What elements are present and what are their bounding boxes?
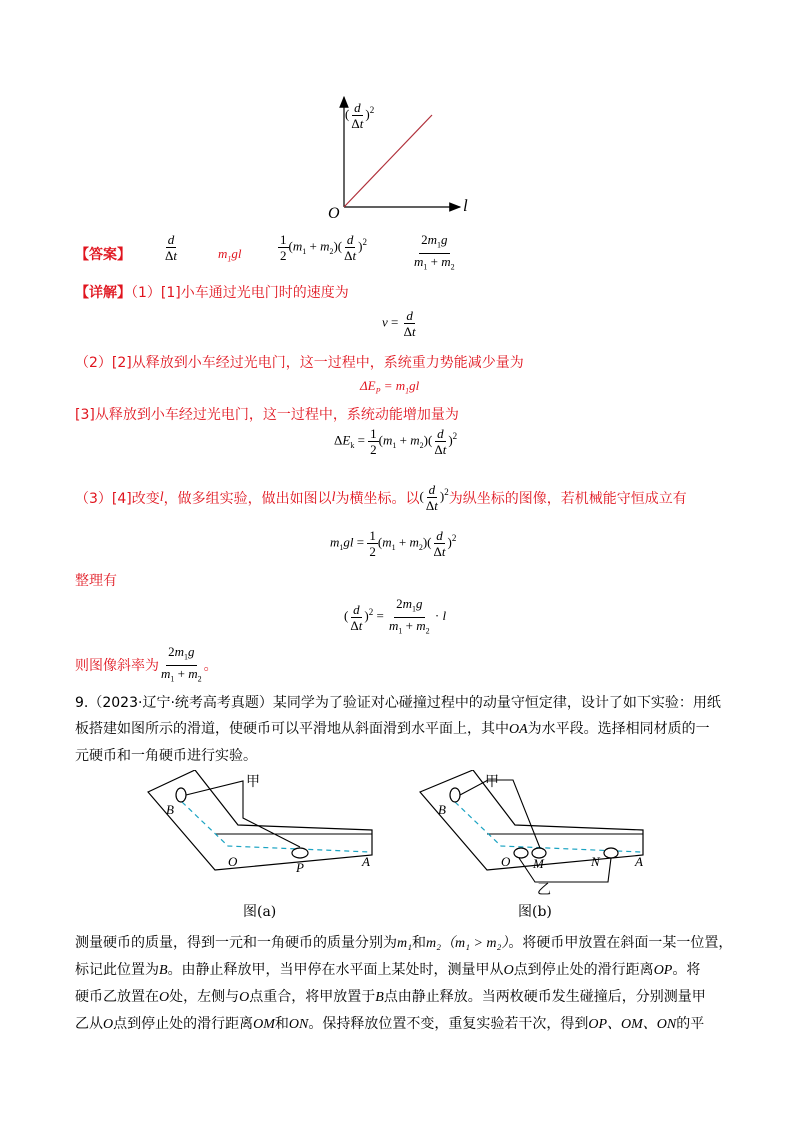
q-l7b: O (103, 1017, 114, 1032)
fig-a-label-O: O (228, 854, 238, 869)
figure-a-caption: 图(a) (243, 904, 277, 920)
q-l6f: B (375, 990, 384, 1005)
q-l6g: 点由静止释放。当两枚硬币发生碰撞后，分别测量甲 (383, 989, 706, 1005)
fig-b-label-A: A (635, 854, 643, 869)
q-l5f: OP (653, 963, 673, 978)
eq-2: $\Delta E_P = m_1gl$ (360, 378, 420, 396)
fig-b-label-N: N (591, 854, 600, 869)
q-l2b: OA (509, 722, 528, 737)
q-l2a: 板搭建如图所示的滑道，使硬币可以平滑地从斜面滑到水平面上，其中 (75, 721, 509, 737)
q-l4a: 测量硬币的质量，得到一元和一角硬币的质量分别为 (75, 935, 397, 951)
detail-p6 (75, 644, 218, 686)
y-axis-label: ( $\frac{d}{\Delta t}$ )$^2$ (345, 100, 375, 131)
q-l7e: 和 (274, 1016, 289, 1032)
x-axis-label: l (463, 196, 468, 215)
detail-tag: 【详解】 (75, 285, 131, 301)
question-number: 9. (75, 695, 89, 711)
q-line-7 (75, 1011, 735, 1038)
q-line-1-rest: 某同学为了验证对心碰撞过程中的动量守恒定律，设计了如下实验：用纸 (272, 695, 721, 711)
fig-a-label-jia: 甲 (246, 775, 260, 790)
detail-p4e: 为横坐标。以 (335, 490, 420, 507)
detail-p6b: 。 (203, 658, 218, 675)
origin-label: O (328, 205, 340, 222)
q-l6d: O (239, 990, 250, 1005)
q-l4d: m₂（m₁ > m₂） (425, 936, 509, 951)
q-l5a: 标记此位置为 (75, 962, 159, 978)
eq-5: ( $\frac{d}{\Delta t}$ )$^2$ = $\frac{2m_1g}{m_1 + m_2}$ · l (344, 596, 447, 636)
q-l6c: 处，左侧与 (169, 989, 240, 1005)
fig-b-label-B: B (438, 802, 446, 817)
eq-3: $\Delta E_k$ = $\frac{1}{2}$ $(m_1 + m_2)$( $\frac{d}{\Delta t}$ )$^2$ (334, 426, 458, 457)
eq-1: v = $\frac{d}{\Delta t}$ (382, 308, 416, 339)
q-l7i: 的平 (676, 1016, 705, 1032)
figure-a-svg (140, 770, 380, 920)
figure-b (415, 770, 655, 920)
eq-4: $m_1gl$ = $\frac{1}{2}$ $(m_1 + m_2)$( $\frac{d}{\Delta t}$ )$^2$ (330, 528, 457, 559)
answer-tag: 【答案】 (75, 247, 131, 263)
q-l7c: 点到停止处的滑行距离 (113, 1016, 254, 1032)
detail-p2: （2）[2]从释放到小车经过光电门，这一过程中，系统重力势能减少量为 (75, 355, 524, 371)
detail-p4a: （3）[4]改变 (75, 490, 160, 507)
q-l5b: B (159, 963, 168, 978)
q-l6a: 硬币乙放置在 (75, 989, 159, 1005)
detail-line-1 (75, 282, 349, 302)
detail-p5: 整理有 (75, 573, 117, 589)
q-l5g: 。将 (672, 962, 701, 978)
q-line-2 (75, 716, 735, 743)
figure-b-svg (415, 770, 655, 920)
slope-frac: $\frac{2m_1g}{m_1 + m_2}$ (161, 644, 202, 684)
fig-a-label-A: A (362, 854, 370, 869)
q-l7d: OM (253, 1017, 275, 1032)
q-line-6 (75, 984, 735, 1011)
figure-b-caption: 图(b) (518, 904, 552, 920)
q-l5d: O (503, 963, 514, 978)
detail-p4 (75, 482, 687, 513)
q-l7a: 乙从 (75, 1016, 103, 1032)
detail-p4c: ，做多组实验，做出如图以 (163, 490, 332, 507)
question-9-intro (75, 690, 735, 769)
answer-4: $\frac{2m_1g}{m_1 + m_2}$ (414, 232, 455, 272)
q-l6e: 点重合，将甲放置于 (249, 989, 376, 1005)
q-line-1 (75, 690, 735, 716)
figure-a (140, 770, 380, 920)
q-l7g: 。保持释放位置不变，重复实验若干次，得到 (308, 1016, 589, 1032)
q-l5e: 点到停止处的滑行距离 (513, 962, 654, 978)
answer-3: $\frac{1}{2}$ $(m_1 + m_2)$( $\frac{d}{\Delta t}$ )$^2$ (280, 232, 367, 263)
detail-p4d: l (331, 489, 336, 505)
answer-1: $\frac{d}{\Delta t}$ (165, 232, 177, 263)
detail-p6a: 则图像斜率为 (75, 658, 159, 675)
detail-p4b: l (159, 489, 164, 505)
q-l2c: 为水平段。选择相同材质的一 (527, 721, 710, 737)
detail-p1: （1）[1]小车通过光电门时的速度为 (131, 285, 349, 301)
q-l7h: OP、OM、ON (588, 1017, 677, 1032)
fig-a-label-B: B (166, 802, 174, 817)
fig-b-label-O: O (501, 854, 511, 869)
fig-b-label-jia: 甲 (485, 775, 499, 790)
q-l4c: 和 (411, 935, 426, 951)
answer-2: $m_1gl$ (218, 246, 242, 264)
question-9-body (75, 930, 735, 1038)
inline-dt-sq: ( $\frac{d}{\Delta t}$ )$^2$ (419, 482, 449, 513)
q-line-4 (75, 930, 735, 957)
q-l4e: 。将硬币甲放置在斜面一某一位置， (508, 935, 733, 951)
fig-b-label-yi: 乙 (537, 883, 551, 898)
detail-p4f: 为纵坐标的图像，若机械能守恒成立有 (448, 490, 687, 507)
q-l6b: O (159, 990, 170, 1005)
question-source: （2023·辽宁·统考高考真题） (88, 695, 273, 711)
q-line-5 (75, 957, 735, 984)
detail-p3: [3]从释放到小车经过光电门，这一过程中，系统动能增加量为 (75, 407, 459, 423)
fig-b-label-M: M (533, 856, 544, 871)
q-l5c: 。由静止释放甲，当甲停在水平面上某处时，测量甲从 (167, 962, 504, 978)
q-l4b: m₁ (397, 936, 412, 951)
q-l7f: ON (288, 1017, 309, 1032)
q-line-3: 元硬币和一角硬币进行实验。 (75, 748, 257, 764)
fig-a-label-P: P (296, 860, 304, 875)
